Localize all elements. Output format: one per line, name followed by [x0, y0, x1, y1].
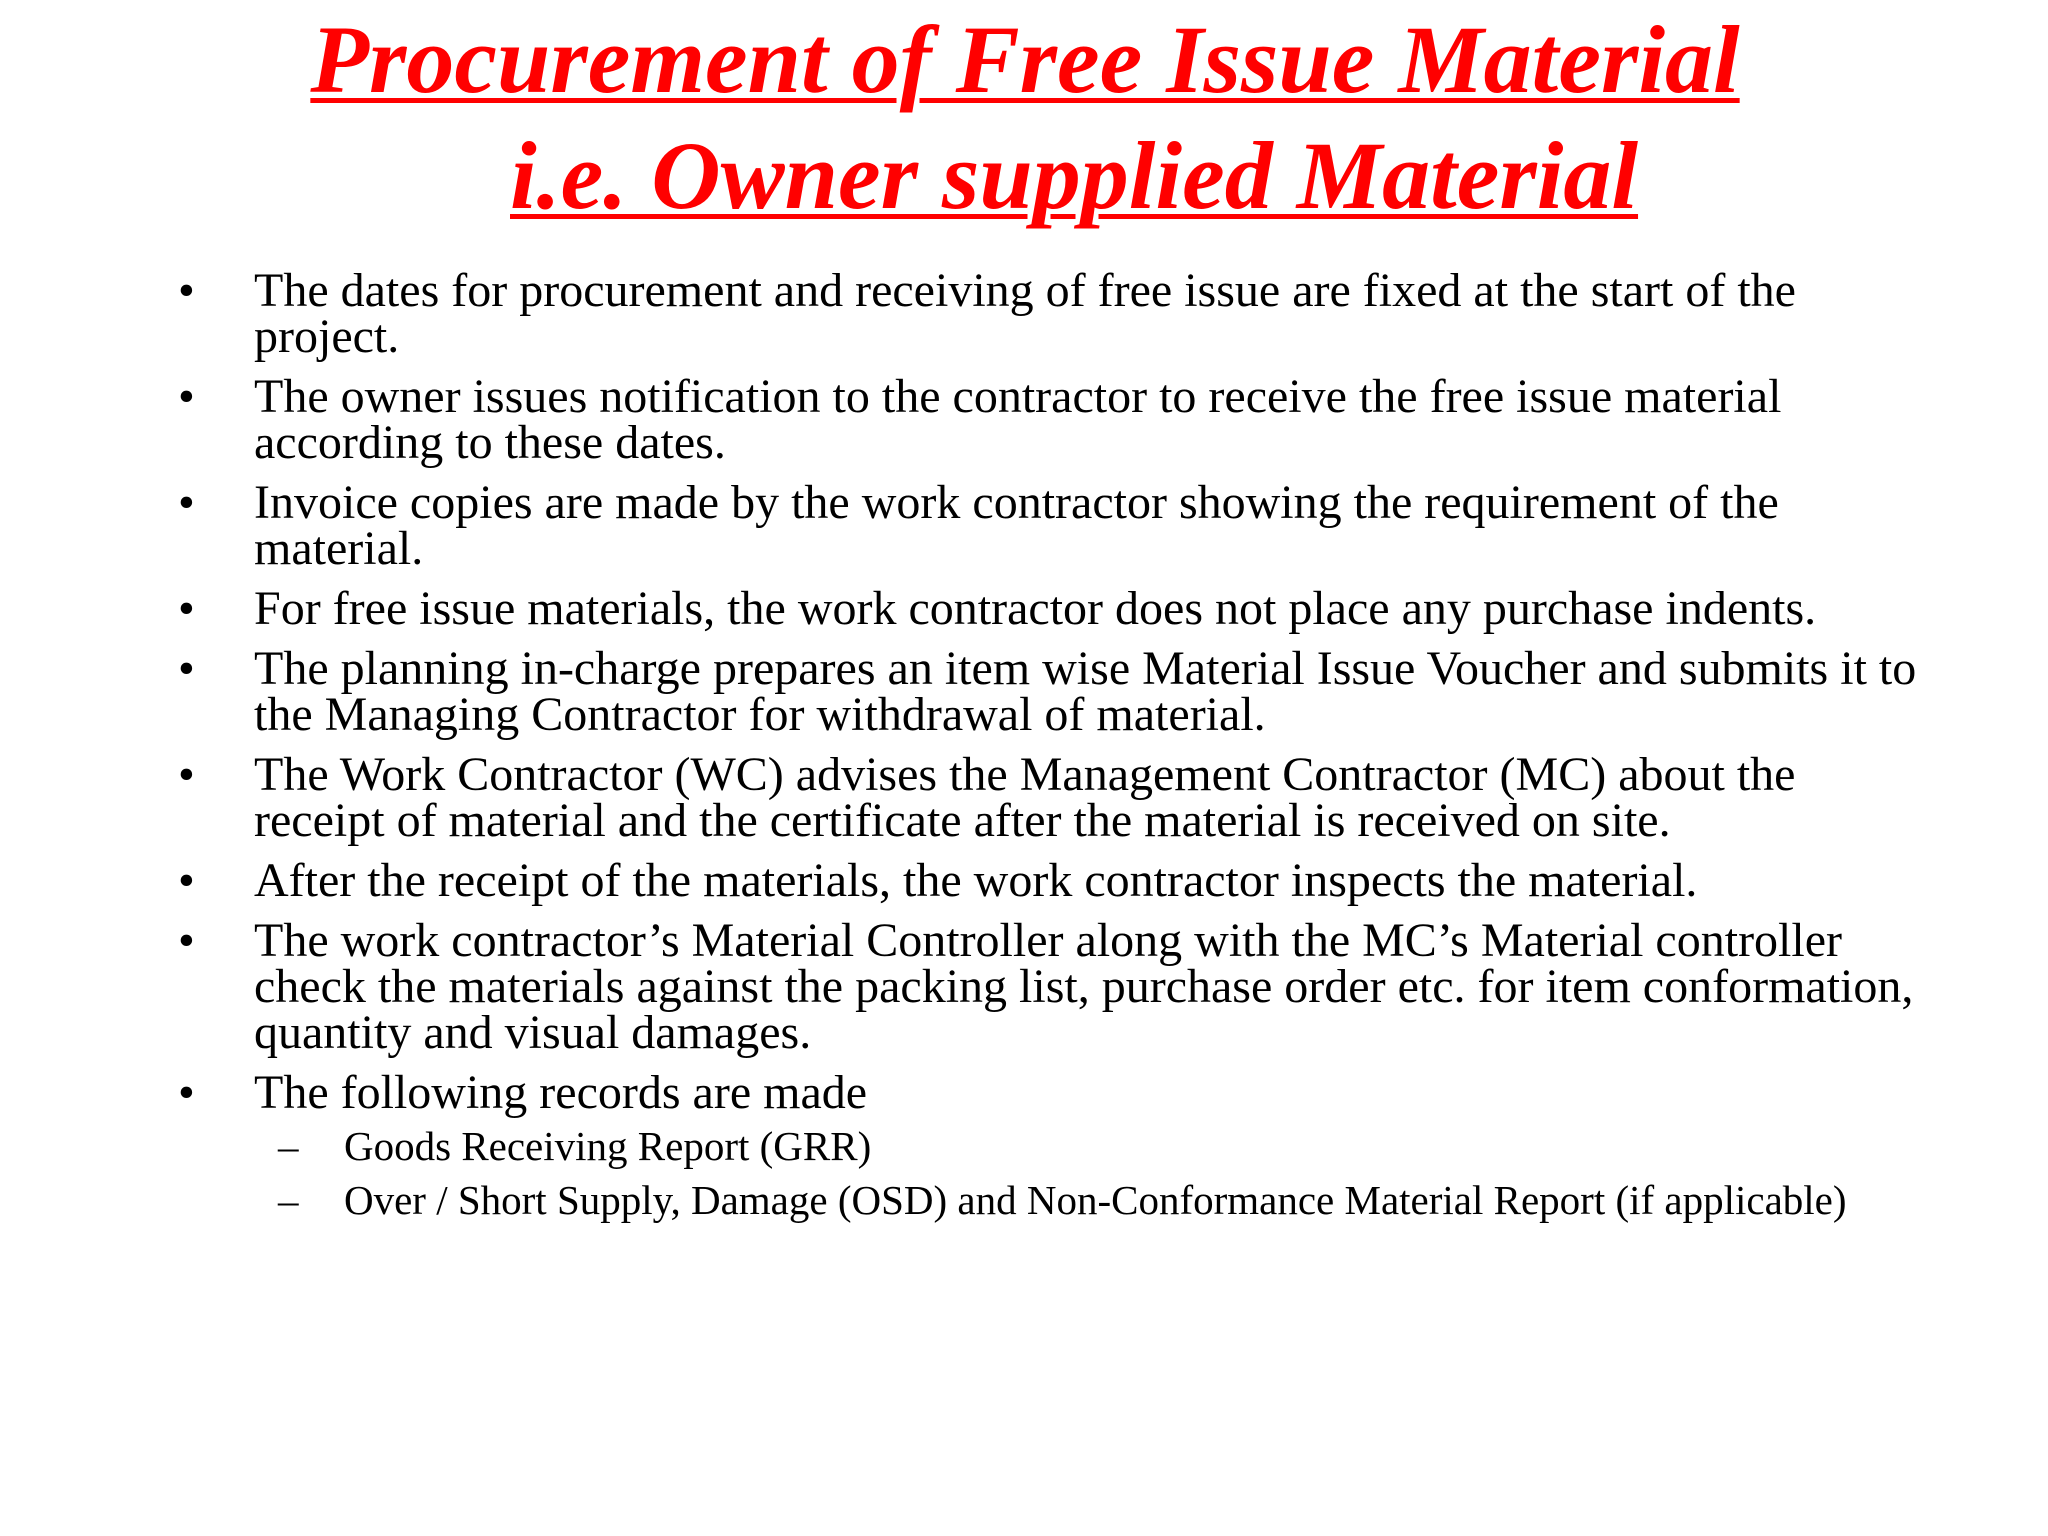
- bullet-text: The planning in-charge prepares an item wise Material Issue Voucher and submits it to the Managing Contractor for withdrawal of material.: [254, 642, 1917, 741]
- bullet-text: The Work Contractor (WC) advises the Management Contractor (MC) about the receipt of material and the certificate after the material is received on site.: [254, 748, 1796, 847]
- slide-title: [150, 2, 1900, 234]
- bullet-item: [0, 370, 2048, 469]
- bullet-icon: •: [178, 370, 195, 423]
- bullet-icon: •: [178, 748, 195, 801]
- sub-item: [0, 1123, 1928, 1169]
- bullet-text: The dates for procurement and receiving of free issue are fixed at the start of the project.: [254, 264, 1796, 363]
- title-line-2: i.e. Owner supplied Material: [510, 122, 1639, 229]
- sub-item: [0, 1177, 1928, 1223]
- bullet-item: [0, 582, 2048, 635]
- title-line-1: Procurement of Free Issue Material: [310, 6, 1740, 113]
- bullet-list: [0, 264, 2048, 1234]
- bullet-icon: •: [178, 854, 195, 907]
- bullet-icon: •: [178, 1066, 195, 1119]
- bullet-item: [0, 914, 2048, 1059]
- bullet-icon: •: [178, 914, 195, 967]
- sub-item-text: Over / Short Supply, Damage (OSD) and Non-Conformance Material Report (if applicable): [344, 1177, 1847, 1223]
- bullet-icon: •: [178, 264, 195, 317]
- bullet-text: The following records are made: [254, 1066, 868, 1119]
- sub-item-text: Goods Receiving Report (GRR): [344, 1123, 872, 1169]
- bullet-icon: •: [178, 642, 195, 695]
- bullet-icon: •: [178, 476, 195, 529]
- bullet-item: [0, 748, 2048, 847]
- bullet-text: The work contractor’s Material Controller along with the MC’s Material controller check the materials against the packing list, purchase order etc. for item conformation, quantity and visual damages.: [254, 914, 1914, 1059]
- dash-icon: –: [278, 1123, 299, 1169]
- bullet-item: [0, 476, 2048, 575]
- dash-icon: –: [278, 1177, 299, 1223]
- bullet-item: [0, 642, 2048, 741]
- bullet-text: For free issue materials, the work contractor does not place any purchase indents.: [254, 582, 1817, 635]
- bullet-icon: •: [178, 582, 195, 635]
- sub-list: [254, 1123, 1928, 1223]
- bullet-item: [0, 264, 2048, 363]
- bullet-text: After the receipt of the materials, the work contractor inspects the material.: [254, 854, 1698, 907]
- bullet-item: [0, 1066, 2048, 1223]
- bullet-item: [0, 854, 2048, 907]
- bullet-text: Invoice copies are made by the work contractor showing the requirement of the material.: [254, 476, 1779, 575]
- bullet-text: The owner issues notification to the contractor to receive the free issue material according to these dates.: [254, 370, 1782, 469]
